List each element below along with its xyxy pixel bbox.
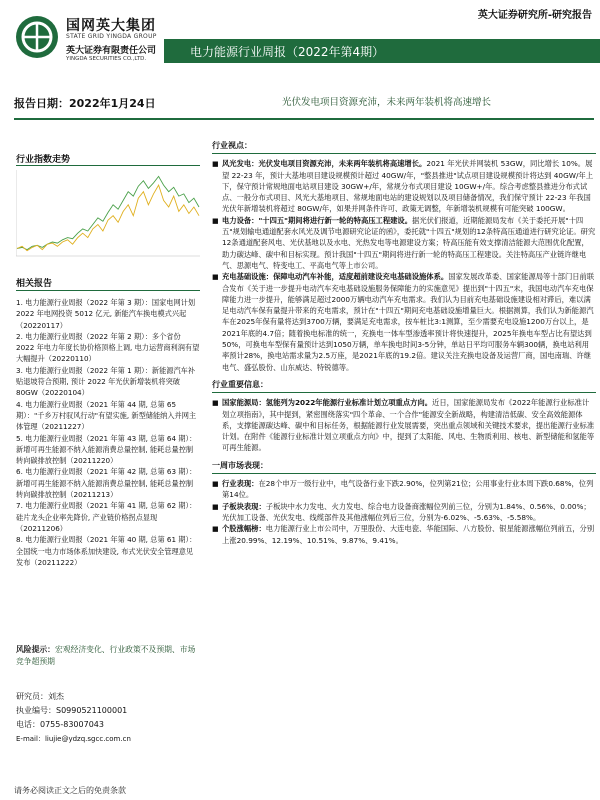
risk-warning: [16, 644, 202, 668]
weekly-market-title: 一周市场表现：: [212, 460, 268, 470]
bullet-icon: ■: [212, 160, 219, 169]
info-hydrogen-text: 近日，国家能源局发布《2022年能源行业标准计划立项指南》，其中提到，紧密围绕落实"四个革命、一个合作"能源安全新战略，构建清洁低碳、安全高效能源体系，支撑能源碳达峰、碳中和目标任务，根据能源行业发展需要，突出重点领域和关键技术要求，提出能源行业标准计划。在附件《能源行业标准计划立项重点方向》中，提到了太阳能、风电、生物质利用、核电、新型储能和氢能等可再生能源。: [222, 398, 595, 453]
viewpoint-uhv-text: 据光伏们报道，近期能源局发布《关于委托开展"十四五"规划输电通道配套水风光及调节电源研究论证的函》，委托就"十四五"规划的12条特高压通道进行研究论证。研究12条通道配套风电、光伏基地以及水电、光热发电等电源建设方案；特高压能有效支撑清洁能源大范围优化配置，助力碳达峰、碳中和目标实现。预计我国"十四五"期间将进行新一轮的特高压工程建设。关注特高压产业链许继电气、思源电气、特变电工、平高电气等上市公司。: [222, 215, 596, 270]
disclaimer-note: 请务必阅读正文之后的免责条款: [14, 786, 126, 795]
phone-number: 0755-83007043: [40, 720, 104, 729]
chart-series-line-0: [17, 176, 199, 249]
bullet-icon: ■: [212, 273, 219, 282]
viewpoint-solar: [212, 158, 596, 214]
market-stocks: [212, 523, 596, 546]
related-report-item[interactable]: 3. 电力能源行业周报（2022 年第 1 期）：新能源汽车补贴退坡符合预期, 预计 2022 年光伏新增装机将突破 80GW（20220104）: [16, 365, 196, 398]
viewpoint-rule: [212, 153, 596, 154]
index-chart-title: 行业指数走势: [16, 155, 71, 165]
index-title-rule: [16, 165, 200, 166]
risk-text: 宏观经济变化、行业政策不及预期、市场竞争超预期: [16, 645, 196, 666]
related-report-item[interactable]: 2. 电力能源行业周报（2022 年第 2 期）：多个省份 2022 年电力年度长协价格顶格上调, 电力运营商利润有望大幅提升（20220110）: [16, 331, 200, 364]
brand-logo-icon: [14, 14, 60, 60]
market-stocks-text: 电力能源行业上市公司中，万里股份、大连电瓷、华能国际、八方股份、银星能源涨幅位列前五，分别上涨20.99%、12.19%、10.51%、9.87%、9.41%。: [222, 524, 595, 545]
related-report-item[interactable]: 6. 电力能源行业周报（2021 年第 42 期, 总第 63 期）：新增可再生能源不纳入能源消费总量控制, 能耗总量控制转向碳排放控制（20211213）: [16, 467, 197, 500]
market-industry: [212, 478, 596, 501]
analyst-label: 研究员：: [16, 692, 48, 701]
report-headline: 光伏发电项目资源充沛，未来两年装机将高速增长: [282, 97, 492, 108]
analyst-name: 刘杰: [48, 692, 64, 701]
weekly-market-rule: [212, 473, 596, 474]
institute-label: 英大证券研究所-研究报告: [477, 10, 592, 21]
bullet-icon: ■: [212, 216, 219, 225]
info-hydrogen-head: 国家能源局：氢能列为2022年能源行业标准计划立项重点方向。: [222, 398, 433, 408]
market-industry-text: 在28个申万一级行业中，电气设备行业下跌2.90%，位列第21位；公用事业行业本周下跌0.68%，位列第14位。: [222, 479, 594, 500]
report-date: 报告日期：2022年1月24日: [14, 97, 156, 110]
market-subsector: [212, 501, 596, 524]
viewpoint-uhv-head: 电力设备："十四五"期间将进行新一轮的特高压工程建设。: [222, 215, 413, 225]
header-divider: [14, 118, 594, 120]
license-number: S0990521100001: [56, 706, 128, 715]
risk-label: 风险提示：: [16, 645, 55, 654]
market-subsector-head: 子板块表现：: [222, 501, 266, 511]
market-industry-head: 行业表现：: [222, 479, 259, 489]
bullet-icon: ■: [212, 525, 219, 534]
related-title-rule: [16, 290, 200, 291]
main-content: [212, 140, 596, 546]
bullet-icon: ■: [212, 502, 219, 511]
viewpoint-solar-head: 风光发电：光伏发电项目资源充沛，未来两年装机将高速增长。: [222, 159, 427, 169]
viewpoint-title: 行业视点：: [212, 141, 252, 150]
securities-name-en: YINGDA SECURITIES CO.,LTD.: [66, 56, 147, 62]
report-series-bar: [164, 39, 600, 63]
bullet-icon: ■: [212, 480, 219, 489]
viewpoint-solar-text: 2021 年光伏并网装机 53GW，同比增长 10%。展望 22-23 年，预计大基地项目建设规模预计超过 40GW/年，"整县推进"试点项目建设规模预计将达到 40GW/年上下，保守预计常规地面电站项目建设 30GW+/年，常规分布式项目建设 10GW+/年。综合考虑整县推进分布式试点、一般分布式项目、风光大基地项目、常规地面电站的建设规划以及项目储备情况，我们保守预计 22-23 年我国光伏年新增装机将超过 80GW/年，如果并网条件许可、政策无调整，年新增装机规模有可能突破 100GW。: [222, 159, 593, 214]
email-label: E-mail：: [16, 735, 45, 743]
related-report-item[interactable]: 5. 电力能源行业周报（2021 年第 43 期, 总第 64 期）：新增可再生能源不纳入能源消费总量控制, 能耗总量控制转向碳排放控制（20211220）: [16, 433, 197, 466]
license-label: 执业编号：: [16, 706, 56, 715]
market-stocks-head: 个股涨幅榜：: [222, 524, 266, 534]
phone-label: 电话：: [16, 720, 40, 729]
email-address[interactable]: liujie@ydzq.sgcc.com.cn: [44, 735, 131, 743]
industry-info-rule: [212, 392, 596, 393]
chart-series-line-1: [17, 185, 199, 251]
related-report-item[interactable]: 4. 电力能源行业周报（2021 年第 44 期, 总第 65 期）："千乡万村驭风行动"有望实施, 新型储能纳入并网主体管理（20211227）: [16, 399, 197, 432]
org-name: 国网英大集团: [66, 18, 156, 34]
industry-info-title: 行业重要信息：: [212, 379, 268, 389]
market-subsector-text: 子板块中水力发电、火力发电、综合电力设备商涨幅位列前三位，分别为1.84%、0.56%、0.00%；光伏加工设备、光伏发电、线缆部件及其他涨幅位列后三位，分别为-6.02%、-5.63%、-5.58%。: [222, 501, 591, 522]
info-hydrogen: [212, 397, 596, 453]
viewpoint-charging-text: 国家发展改革委、国家能源局等十部门日前联合发布《关于进一步提升电动汽车充电基础设施服务保障能力的实施意见》提出到"十四五"末，我国电动汽车充电保障能力进一步提升，能够满足超过2000万辆电动汽车充电需求。我们认为目前充电基础设施建设相对滞后，难以满足电动汽车保有量提升带来的充电需求，预计在"十四五"期间充电基础设施增量巨大。根据测算，我们认为新能源汽车在2025年保有量将达到3700万辆，要满足充电需求，按车桩比3:1测算，至少需要充电设施1200万台以上，是2021年底的4.7倍；随着换电标准的统一，充换电一体车型渗透率预计将快速提升，2025年换电车型占比有望达到50%，可换电车型保有量预计达到1050万辆，单车换电时间3-5分钟，单站日平均可服务车辆300辆，换电站利用率预计28%，换电站需求量为2.5万座，是2021年底的19.2倍。建议关注充换电设备及运营厂商，国电南瑞、许继电气、盛弘股份、山东威达、特锐德等。: [222, 272, 595, 372]
bullet-icon: ■: [212, 399, 219, 408]
related-report-item[interactable]: 8. 电力能源行业周报（2021 年第 40 期, 总第 61 期）：全国统一电力市场体系加快建设, 布式光伏安全管理意见发布（20211222）: [16, 535, 197, 567]
report-series-title: 电力能源行业周报（2022年第4期）: [190, 45, 385, 59]
analyst-contact: [16, 690, 202, 746]
viewpoint-charging-head: 充电基础设施：保障电动汽车补能，适度超前建设充电基础设施体系。: [222, 272, 449, 282]
viewpoint-charging: [212, 271, 596, 373]
related-reports-list: [16, 297, 200, 568]
industry-index-chart: [16, 170, 200, 258]
related-reports-title: 相关报告: [16, 279, 53, 289]
securities-name: 英大证券有限责任公司: [66, 46, 157, 56]
viewpoint-uhv: [212, 215, 596, 271]
related-report-item[interactable]: 7. 电力能源行业周报（2021 年第 41 期, 总第 62 期）：硅片龙头企业率先降价, 产业链价格拐点显现（20211206）: [16, 501, 197, 533]
related-report-item[interactable]: 1. 电力能源行业周报（2022 年第 3 期）：国家电网计划 2022 年电网投资 5012 亿元, 新能汽车换电模式兴起（20220117）: [16, 298, 196, 330]
org-name-en: STATE GRID YINGDA GROUP: [66, 33, 157, 40]
